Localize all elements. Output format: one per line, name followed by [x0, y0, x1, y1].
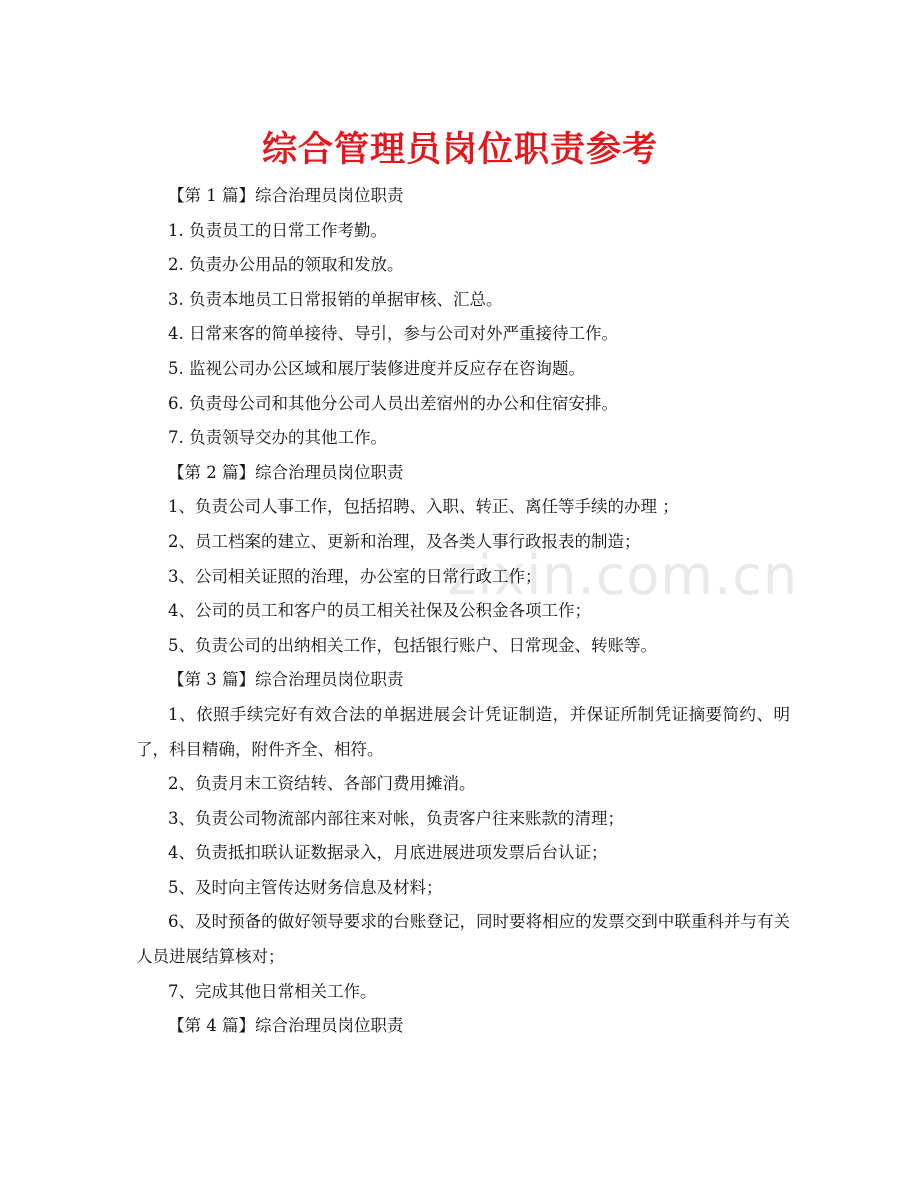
list-item: 3. 负责本地员工日常报销的单据审核、汇总。 [168, 289, 503, 309]
list-item: 3、负责公司物流部内部往来对帐，负责客户往来账款的清理； [168, 808, 624, 828]
list-item: 2、负责月末工资结转、各部门费用摊消。 [168, 774, 476, 794]
list-item: 3、公司相关证照的治理，办公室的日常行政工作； [168, 566, 542, 586]
list-item: 1. 负责员工的日常工作考勤。 [168, 220, 387, 240]
list-item: 7、完成其他日常相关工作。 [168, 981, 377, 1001]
watermark: zixin.com.cn [448, 544, 799, 607]
list-item: 4、负责抵扣联认证数据录入，月底进展进项发票后台认证； [168, 843, 608, 863]
section-heading: 【第 2 篇】综合治理员岗位职责 [168, 462, 404, 482]
list-item: 1、负责公司人事工作，包括招聘、入职、转正、离任等手续的办理 ； [168, 497, 679, 517]
list-item: 5、及时向主管传达财务信息及材料； [168, 877, 443, 897]
list-item: 1、依照手续完好有效合法的单据进展会计凭证制造，并保证所制凭证摘要简约、明了，科目精确，附件齐全、相符。 [136, 704, 790, 759]
list-item: 6. 负责母公司和其他分公司人员出差宿州的办公和住宿安排。 [168, 393, 618, 413]
list-item: 4. 日常来客的简单接待、导引，参与公司对外严重接待工作。 [168, 324, 618, 344]
list-item: 2、员工档案的建立、更新和治理，及各类人事行政报表的制造； [168, 531, 641, 551]
list-item: 4、公司的员工和客户的员工相关社保及公积金各项工作； [168, 601, 591, 621]
list-item: 7. 负责领导交办的其他工作。 [168, 428, 387, 448]
list-item: 5. 监视公司办公区域和展厅装修进度并反应存在咨询题。 [168, 358, 585, 378]
section-heading: 【第 3 篇】综合治理员岗位职责 [168, 670, 404, 690]
document-body [136, 179, 790, 1044]
page-title: 综合管理员岗位职责参考 [261, 130, 658, 170]
list-item: 6、及时预备的做好领导要求的台账登记，同时要将相应的发票交到中联重科并与有关人员进展结算核对； [136, 912, 790, 967]
section-heading: 【第 4 篇】综合治理员岗位职责 [168, 1016, 404, 1036]
list-item: 5、负责公司的出纳相关工作，包括银行账户、日常现金、转账等。 [168, 635, 657, 655]
list-item: 2. 负责办公用品的领取和发放。 [168, 255, 404, 275]
section-heading: 【第 1 篇】综合治理员岗位职责 [168, 186, 404, 205]
